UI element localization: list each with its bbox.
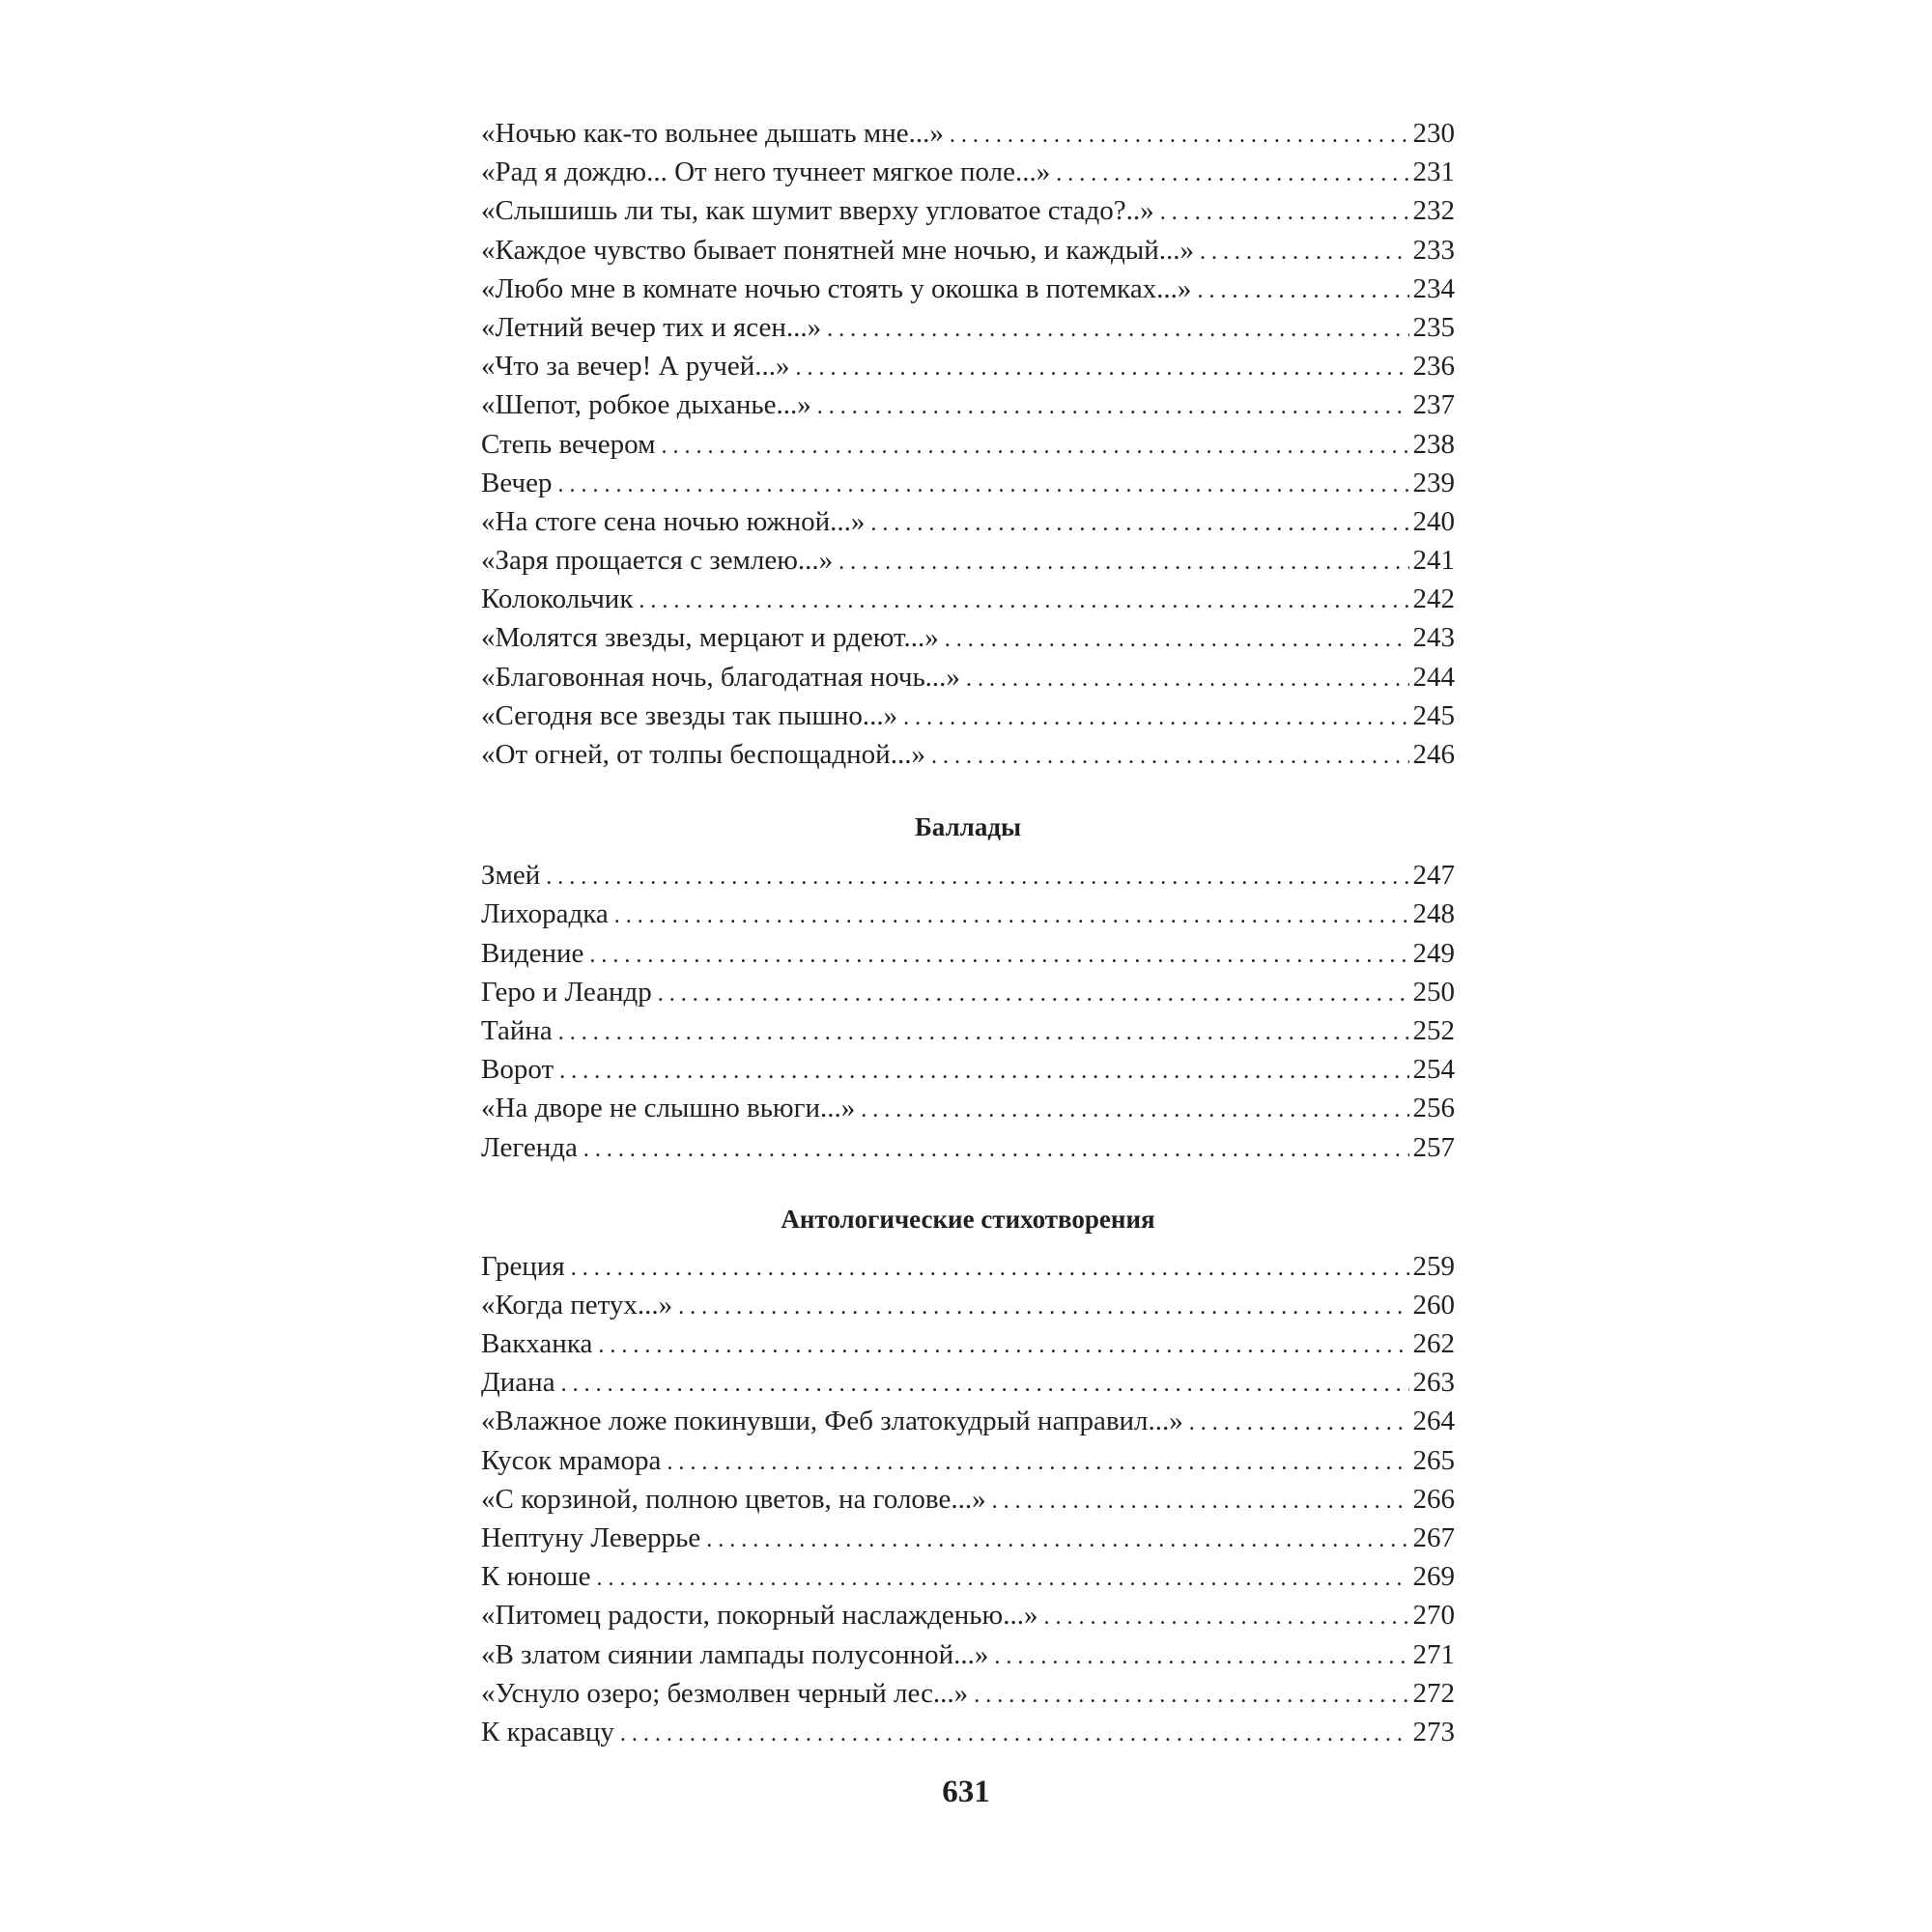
toc-entry-page: 249 [1412,937,1455,969]
toc-entry [481,1635,1455,1674]
dot-leader [614,896,1409,935]
toc-entry-page: 239 [1412,467,1455,498]
dot-leader [1043,1598,1408,1636]
toc-entry-title: «Любо мне в комнате ночью стоять у окошка в потемках...» [481,272,1192,304]
toc-entry-page: 269 [1412,1561,1455,1593]
toc-entry-page: 273 [1412,1716,1455,1747]
dot-leader [571,1249,1409,1288]
toc-entry [481,856,1455,895]
toc-entry-title: «Заря прощается с землею...» [481,545,834,577]
dot-leader [678,1288,1408,1326]
toc-entry-page: 244 [1412,661,1455,693]
dot-leader [561,1365,1409,1404]
toc-entry-title: К юноше [481,1561,591,1593]
toc-entry-title: Нептуну Леверрье [481,1522,701,1553]
dot-leader [559,1052,1408,1091]
toc-entry [481,735,1455,774]
toc-entry [481,541,1455,580]
toc-entry [481,231,1455,270]
toc-entry-page: 237 [1412,389,1455,421]
toc-entry-title: Степь вечером [481,428,656,460]
toc-entry [481,191,1455,230]
toc-list [481,856,1455,1167]
dot-leader [950,116,1409,155]
dot-leader [598,1326,1408,1365]
toc-entry [481,973,1455,1011]
dot-leader [557,466,1408,504]
toc-entry [481,618,1455,657]
toc-entry [481,1089,1455,1127]
toc-entry [481,1441,1455,1480]
toc-entry [481,347,1455,385]
toc-entry [481,1402,1455,1440]
toc-entry-page: 231 [1412,156,1455,188]
toc-entry-title: Вакханка [481,1328,593,1360]
toc-entry-page: 233 [1412,234,1455,266]
dot-leader [931,737,1409,776]
dot-leader [1056,155,1408,193]
toc-entry [481,270,1455,308]
dot-leader [620,1715,1409,1753]
dot-leader [861,1091,1408,1129]
toc-entry-page: 259 [1412,1250,1455,1282]
toc-section-anthology [481,1247,1455,1751]
toc-entry-title: «Молятся звезды, мерцают и рдеют...» [481,622,939,654]
toc-entry-page: 264 [1412,1406,1455,1437]
toc-entry [481,1050,1455,1089]
toc-entry-page: 240 [1412,505,1455,537]
toc-entry [481,1557,1455,1596]
dot-leader [583,1130,1409,1169]
toc-entry-title: «Летний вечер тих и ясен...» [481,311,822,343]
toc-entry-page: 247 [1412,860,1455,892]
toc-entry-page: 250 [1412,976,1455,1008]
toc-entry-title: К красавцу [481,1716,614,1747]
toc-entry-page: 266 [1412,1483,1455,1515]
toc-entry [481,696,1455,735]
toc-section-lyrics [481,114,1455,774]
toc-entry-title: «На стоге сена ночью южной...» [481,505,866,537]
toc-entry-page: 263 [1412,1367,1455,1399]
toc-entry-page: 262 [1412,1328,1455,1360]
toc-entry-page: 242 [1412,583,1455,615]
section-heading-ballads: Баллады [914,812,1022,842]
toc-entry-title: «Шепот, робкое дыханье...» [481,389,811,421]
toc-entry-title: Легенда [481,1131,578,1163]
table-of-contents [481,114,1455,1751]
toc-entry-page: 267 [1412,1522,1455,1553]
toc-entry-page: 271 [1412,1638,1455,1670]
toc-entry-title: «С корзиной, полною цветов, на голове...» [481,1483,986,1515]
toc-entry-page: 246 [1412,739,1455,770]
toc-entry [481,1713,1455,1751]
toc-entry [481,1128,1455,1167]
toc-entry [481,658,1455,696]
toc-entry-title: «Уснуло озеро; безмолвен черный лес...» [481,1677,969,1709]
toc-section-ballads [481,856,1455,1167]
toc-entry-page: 257 [1412,1131,1455,1163]
dot-leader [966,660,1409,698]
dot-leader [1189,1404,1409,1442]
dot-leader [639,582,1408,620]
toc-entry-title: Геро и Леандр [481,976,652,1008]
toc-entry-title: «Рад я дождю... От него тучнеет мягкое поле...» [481,156,1051,188]
toc-entry-title: «Слышишь ли ты, как шумит вверху угловатое стадо?..» [481,195,1154,227]
toc-entry-page: 256 [1412,1093,1455,1124]
toc-entry [481,1363,1455,1402]
toc-entry-title: Кусок мрамора [481,1444,662,1476]
toc-entry-title: Видение [481,937,584,969]
toc-entry-page: 238 [1412,428,1455,460]
toc-entry [481,464,1455,502]
toc-entry [481,308,1455,347]
dot-leader [658,975,1409,1013]
toc-entry-page: 243 [1412,622,1455,654]
toc-entry-page: 254 [1412,1054,1455,1086]
toc-entry [481,502,1455,541]
toc-entry-page: 248 [1412,898,1455,930]
toc-entry-title: Тайна [481,1014,553,1046]
toc-entry-title: Вечер [481,467,553,498]
toc-entry-page: 265 [1412,1444,1455,1476]
dot-leader [589,936,1408,975]
dot-leader [838,543,1408,582]
toc-entry [481,1674,1455,1713]
toc-entry-page: 260 [1412,1289,1455,1321]
dot-leader [796,349,1409,387]
toc-entry-title: Диана [481,1367,555,1399]
dot-leader [1160,193,1409,232]
dot-leader [974,1676,1408,1715]
dot-leader [546,858,1408,896]
toc-entry-title: Лихорадка [481,898,609,930]
toc-entry-page: 270 [1412,1600,1455,1632]
page-number: 631 [942,1775,990,1809]
toc-entry-title: «Влажное ложе покинувши, Феб златокудрый направил...» [481,1406,1183,1437]
toc-entry [481,1286,1455,1324]
toc-entry-page: 236 [1412,351,1455,383]
dot-leader [661,427,1408,466]
section-heading-anthology: Антологические стихотворения [781,1204,1155,1234]
toc-list [481,1247,1455,1751]
toc-entry [481,934,1455,973]
dot-leader [994,1637,1408,1676]
dot-leader [558,1013,1409,1052]
toc-entry-page: 230 [1412,118,1455,149]
dot-leader [870,504,1408,543]
dot-leader [1197,271,1408,310]
dot-leader [903,698,1408,737]
dot-leader [667,1443,1408,1482]
toc-entry [481,1596,1455,1634]
dot-leader [992,1482,1409,1520]
toc-entry-title: «От огней, от толпы беспощадной...» [481,739,925,770]
toc-entry-title: Колокольчик [481,583,634,615]
toc-entry-page: 245 [1412,699,1455,731]
toc-entry [481,1324,1455,1363]
toc-list [481,114,1455,774]
toc-entry-title: «Что за вечер! А ручей...» [481,351,790,383]
dot-leader [596,1559,1408,1598]
toc-entry-page: 241 [1412,545,1455,577]
toc-entry [481,153,1455,191]
toc-entry-page: 235 [1412,311,1455,343]
toc-entry [481,895,1455,933]
toc-entry-title: «Благовонная ночь, благодатная ночь...» [481,661,960,693]
toc-entry-title: Ворот [481,1054,554,1086]
toc-entry-page: 272 [1412,1677,1455,1709]
toc-entry [481,1519,1455,1557]
toc-entry-title: «На дворе не слышно вьюги...» [481,1093,856,1124]
toc-entry [481,580,1455,618]
toc-entry-title: Змей [481,860,541,892]
dot-leader [1200,233,1409,271]
toc-entry-title: Греция [481,1250,565,1282]
toc-entry [481,1480,1455,1519]
toc-entry-page: 234 [1412,272,1455,304]
toc-entry [481,114,1455,153]
dot-leader [817,387,1409,426]
toc-entry-title: «Каждое чувство бывает понятней мне ночью, и каждый...» [481,234,1194,266]
toc-entry-title: «Ночью как-то вольнее дышать мне...» [481,118,944,149]
toc-entry-title: «Сегодня все звезды так пышно...» [481,699,898,731]
toc-entry-title: «Питомец радости, покорный наслажденью...» [481,1600,1038,1632]
toc-entry-title: «В златом сиянии лампады полусонной...» [481,1638,989,1670]
toc-entry-page: 232 [1412,195,1455,227]
dot-leader [827,310,1408,349]
toc-entry-page: 252 [1412,1014,1455,1046]
toc-entry [481,1247,1455,1286]
toc-entry [481,1011,1455,1050]
toc-entry-title: «Когда петух...» [481,1289,673,1321]
dot-leader [706,1520,1408,1559]
dot-leader [945,620,1409,659]
toc-entry [481,425,1455,464]
toc-entry [481,385,1455,424]
